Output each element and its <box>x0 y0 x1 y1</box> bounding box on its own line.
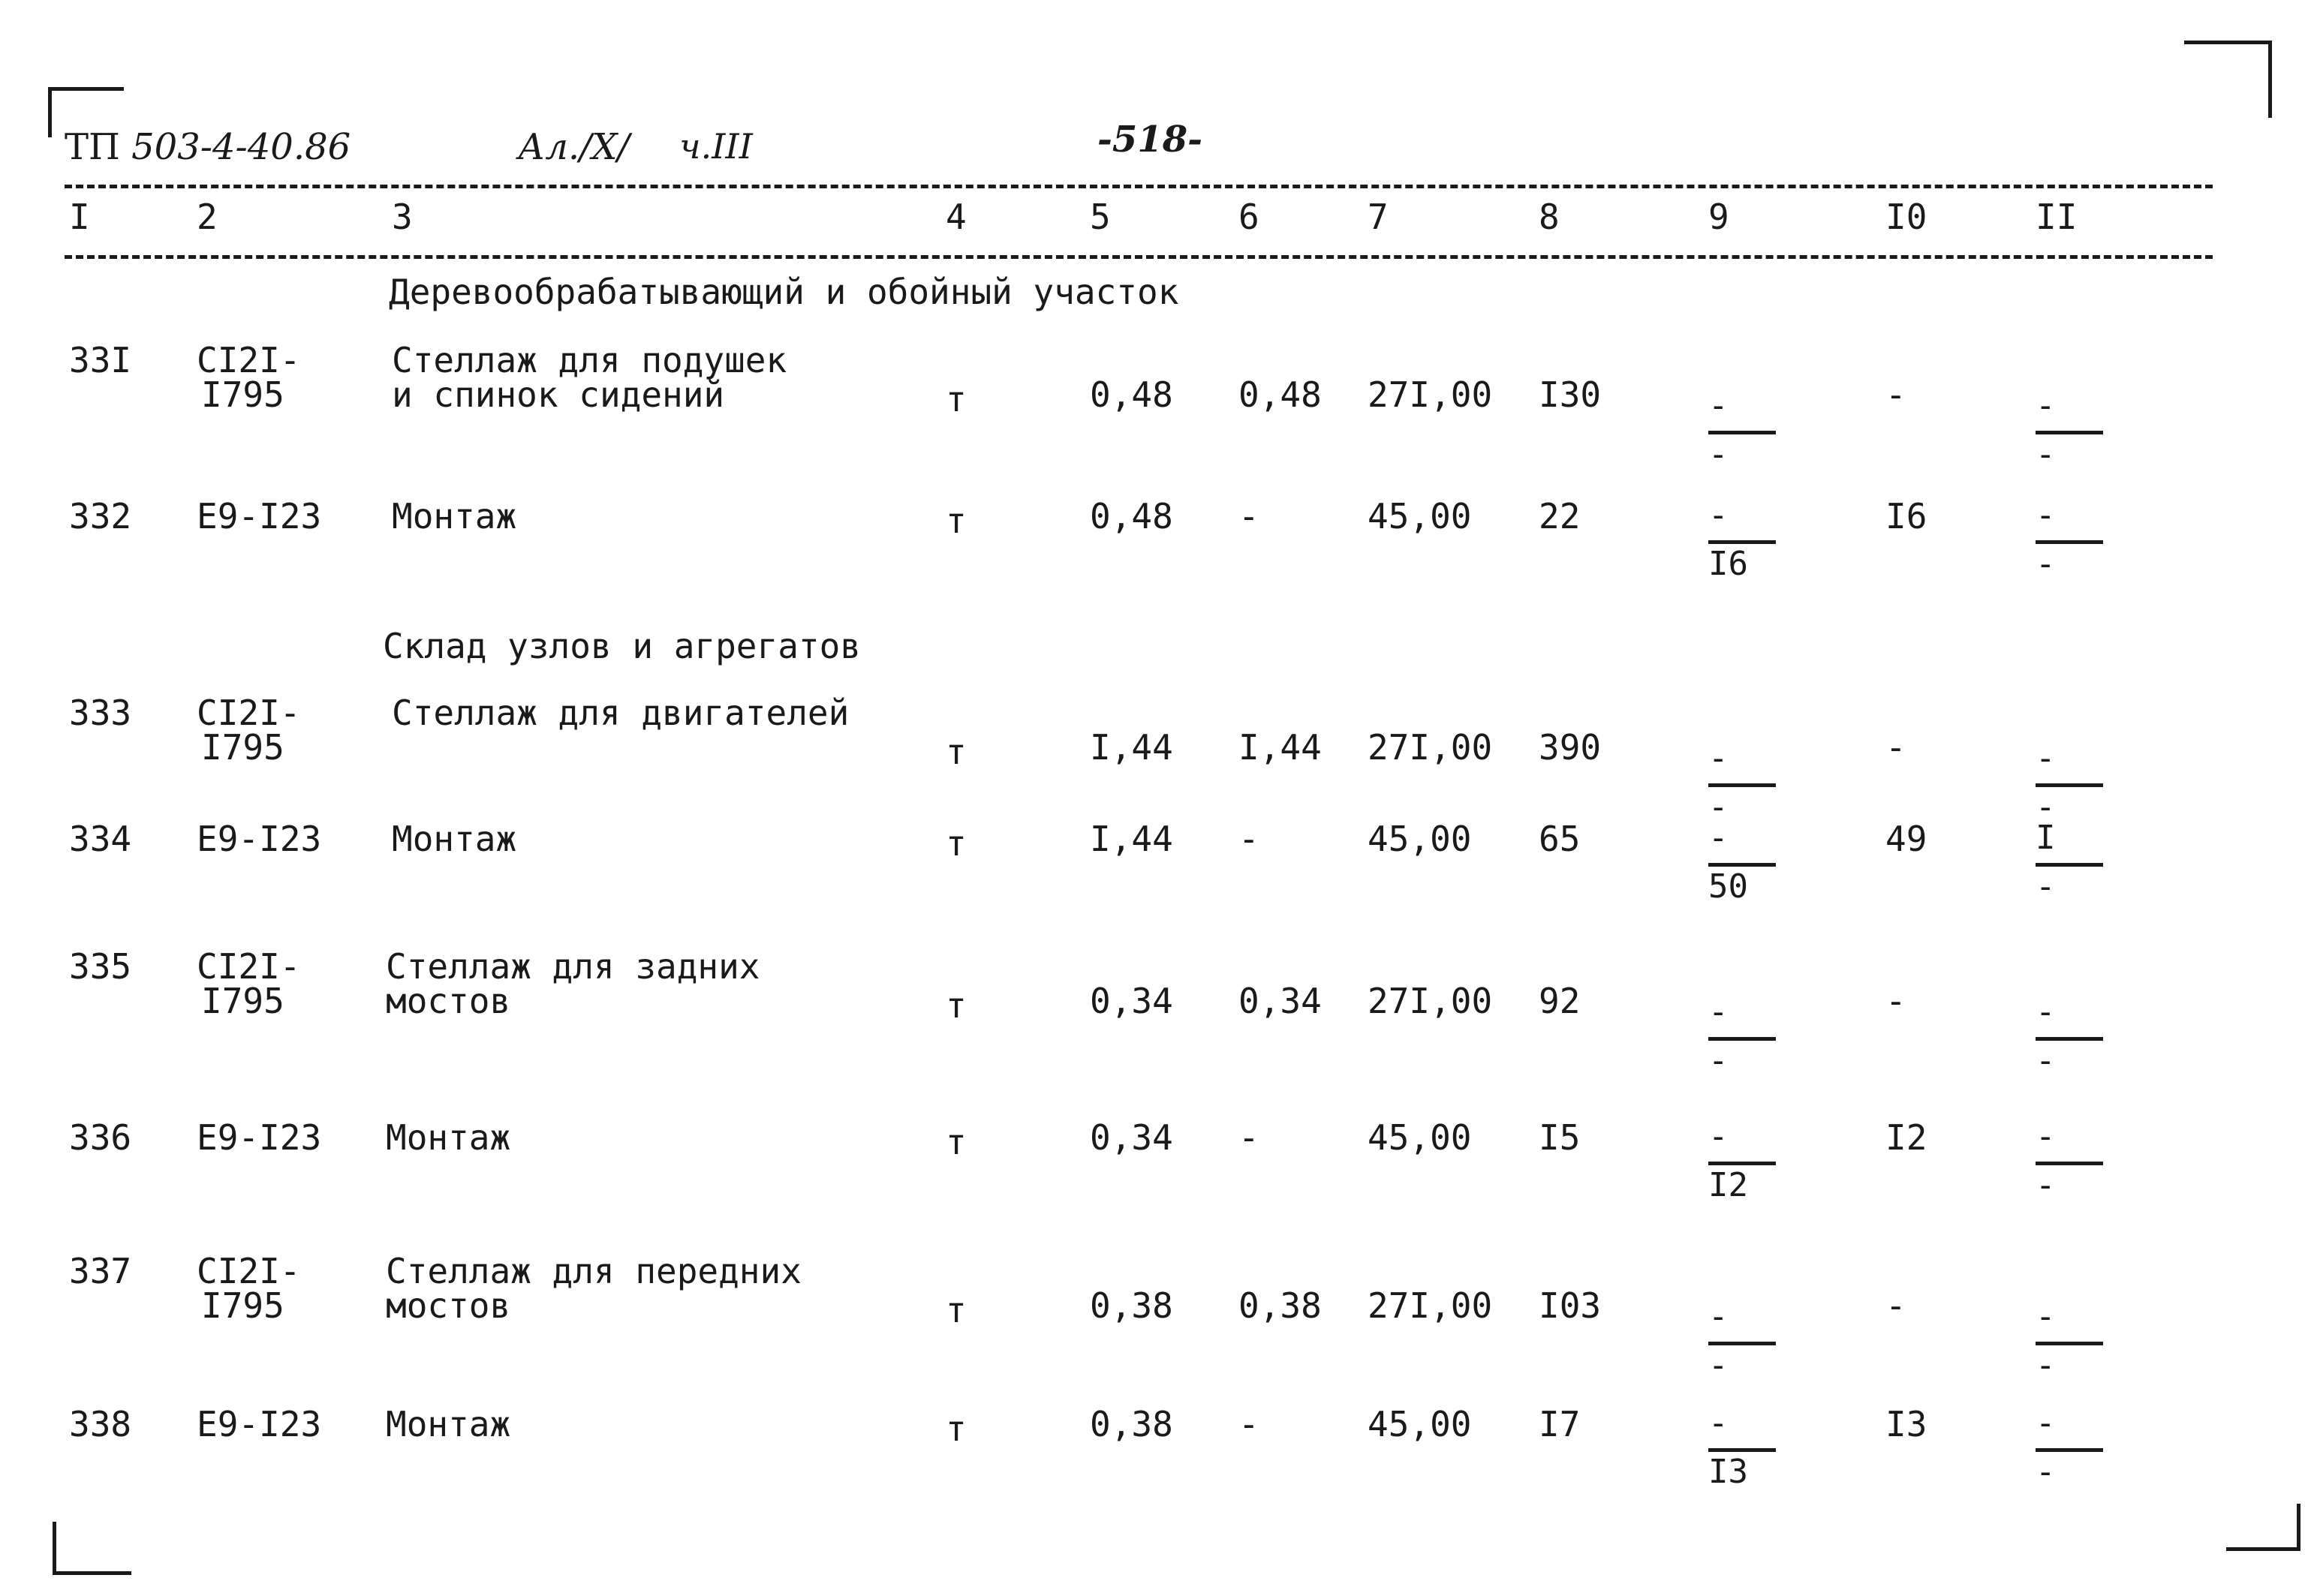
row-number: 338 <box>69 1404 132 1444</box>
fraction-bar <box>1708 1037 1776 1041</box>
fraction-numerator: - <box>1708 496 1729 534</box>
fraction-denominator: - <box>1708 788 1729 826</box>
fraction-denominator: I6 <box>1708 545 1748 583</box>
machine-fraction <box>2036 1297 2103 1384</box>
price-code: CI2I- <box>197 1251 301 1291</box>
fraction-bar <box>2036 1342 2103 1345</box>
unit-of-measure: т <box>946 985 967 1026</box>
quantity-value: 0,34 <box>1090 981 1173 1021</box>
quantity-value: 0,38 <box>1090 1285 1173 1326</box>
fraction-bar <box>1708 1162 1776 1165</box>
project-code <box>65 126 351 168</box>
fraction-denominator: - <box>2036 545 2056 583</box>
price-code: CI2I- <box>197 946 301 987</box>
total-cost-value: 22 <box>1539 496 1581 537</box>
price-code: I795 <box>201 727 284 768</box>
fraction-bar <box>2036 431 2103 434</box>
unit-of-measure: т <box>946 732 967 772</box>
fraction-denominator: - <box>2036 867 2056 906</box>
fraction-bar <box>1708 1448 1776 1452</box>
fraction-numerator: - <box>1708 819 1729 857</box>
wage-value: 49 <box>1885 819 1927 859</box>
unit-cost-value: 27I,00 <box>1368 374 1493 415</box>
fraction-bar <box>1708 1342 1776 1345</box>
section-title-woodshop: Деревообрабатывающий и обойный участок <box>389 272 1179 312</box>
price-code: I795 <box>201 981 284 1021</box>
price-code: E9-I23 <box>197 819 322 859</box>
unit-of-measure: т <box>946 1290 967 1330</box>
total-cost-value: I5 <box>1539 1117 1581 1158</box>
mass-value: 0,48 <box>1238 374 1322 415</box>
album-label: Ал./Х/ <box>518 126 630 168</box>
labor-fraction <box>1708 1117 1776 1204</box>
fraction-denominator: - <box>1708 1041 1729 1080</box>
project-number: 503-4-40.86 <box>131 126 351 168</box>
fraction-numerator: - <box>1708 1297 1729 1336</box>
unit-of-measure: т <box>946 1408 967 1449</box>
row-number: 332 <box>69 496 132 537</box>
unit-cost-value: 27I,00 <box>1368 727 1493 768</box>
mass-value: - <box>1238 496 1259 537</box>
unit-of-measure: т <box>946 379 967 419</box>
fraction-bar <box>1708 863 1776 867</box>
quantity-value: 0,34 <box>1090 1117 1173 1158</box>
item-description: мостов <box>386 1285 511 1326</box>
item-description: Монтаж <box>392 496 517 537</box>
wage-value: - <box>1885 374 1906 415</box>
machine-fraction <box>2036 1406 2103 1489</box>
price-code: I795 <box>201 374 284 415</box>
part-label: ч.III <box>679 126 753 167</box>
fraction-denominator: - <box>2036 788 2056 826</box>
unit-cost-value: 27I,00 <box>1368 981 1493 1021</box>
fraction-numerator: - <box>2036 1404 2056 1442</box>
labor-fraction <box>1708 995 1776 1078</box>
total-cost-value: 92 <box>1539 981 1581 1021</box>
quantity-value: 0,48 <box>1090 374 1173 415</box>
quantity-value: 0,48 <box>1090 496 1173 537</box>
fraction-numerator: - <box>1708 1404 1729 1442</box>
labor-fraction <box>1708 741 1776 825</box>
column-number: 8 <box>1539 197 1560 237</box>
fraction-bar <box>1708 783 1776 787</box>
fraction-bar <box>2036 783 2103 787</box>
item-description: Монтаж <box>392 819 517 859</box>
row-number: 334 <box>69 819 132 859</box>
unit-cost-value: 45,00 <box>1368 1117 1472 1158</box>
total-cost-value: I03 <box>1539 1285 1602 1326</box>
mass-value: 0,38 <box>1238 1285 1322 1326</box>
fraction-bar <box>2036 1448 2103 1452</box>
machine-fraction <box>2036 741 2103 825</box>
price-code: E9-I23 <box>197 1117 322 1158</box>
mass-value: 0,34 <box>1238 981 1322 1021</box>
fraction-bar <box>2036 540 2103 544</box>
fraction-denominator: - <box>2036 435 2056 473</box>
project-prefix: ТП <box>65 126 120 168</box>
wage-value: - <box>1885 1285 1906 1326</box>
labor-fraction <box>1708 1297 1776 1384</box>
corner-mark-bottom-left <box>53 1522 131 1575</box>
item-description: Монтаж <box>386 1404 511 1444</box>
unit-of-measure: т <box>946 1122 967 1162</box>
price-code: E9-I23 <box>197 1404 322 1444</box>
column-number: 9 <box>1708 197 1729 237</box>
item-description: мостов <box>386 981 511 1021</box>
row-number: 33I <box>69 340 132 380</box>
wage-value: I6 <box>1885 496 1927 537</box>
unit-cost-value: 45,00 <box>1368 1404 1472 1444</box>
fraction-denominator: I3 <box>1708 1453 1748 1491</box>
labor-fraction <box>1708 821 1776 904</box>
unit-cost-value: 45,00 <box>1368 496 1472 537</box>
total-cost-value: 390 <box>1539 727 1602 768</box>
wage-value: I2 <box>1885 1117 1927 1158</box>
machine-fraction <box>2036 995 2103 1078</box>
unit-cost-value: 45,00 <box>1368 819 1472 859</box>
quantity-value: I,44 <box>1090 727 1173 768</box>
item-description: Стеллаж для подушек <box>392 340 787 380</box>
fraction-denominator: - <box>2036 1041 2056 1080</box>
mass-value: I,44 <box>1238 727 1322 768</box>
fraction-denominator: - <box>1708 435 1729 473</box>
item-description: и спинок сидений <box>392 374 725 415</box>
fraction-numerator: - <box>2036 386 2056 425</box>
fraction-bar <box>2036 1037 2103 1041</box>
header-divider-top <box>65 185 2213 188</box>
fraction-numerator: - <box>2036 1117 2056 1156</box>
unit-of-measure: т <box>946 823 967 864</box>
column-number: 5 <box>1090 197 1111 237</box>
fraction-bar <box>1708 540 1776 544</box>
fraction-denominator: I2 <box>1708 1166 1748 1204</box>
fraction-denominator: - <box>1708 1346 1729 1384</box>
column-number: 6 <box>1238 197 1259 237</box>
quantity-value: I,44 <box>1090 819 1173 859</box>
total-cost-value: I7 <box>1539 1404 1581 1444</box>
machine-fraction <box>2036 1117 2103 1204</box>
labor-fraction <box>1708 1406 1776 1489</box>
fraction-numerator: - <box>2036 739 2056 777</box>
fraction-numerator: - <box>1708 1117 1729 1156</box>
header-divider-bottom <box>65 255 2213 259</box>
corner-mark-bottom-right <box>2226 1504 2300 1551</box>
quantity-value: 0,38 <box>1090 1404 1173 1444</box>
total-cost-value: I30 <box>1539 374 1602 415</box>
price-code: CI2I- <box>197 340 301 380</box>
fraction-numerator: - <box>1708 739 1729 777</box>
unit-of-measure: т <box>946 500 967 541</box>
fraction-numerator: I <box>2036 819 2056 857</box>
row-number: 337 <box>69 1251 132 1291</box>
corner-mark-top-right <box>2184 41 2272 118</box>
row-number: 333 <box>69 693 132 733</box>
total-cost-value: 65 <box>1539 819 1581 859</box>
item-description: Стеллаж для задних <box>386 946 760 987</box>
section-title-warehouse: Склад узлов и агрегатов <box>383 626 861 666</box>
machine-fraction <box>2036 386 2103 473</box>
fraction-numerator: - <box>2036 496 2056 534</box>
fraction-numerator: - <box>2036 993 2056 1031</box>
fraction-bar <box>2036 1162 2103 1165</box>
fraction-denominator: 50 <box>1708 867 1748 906</box>
column-number: 4 <box>946 197 967 237</box>
labor-fraction <box>1708 386 1776 473</box>
page-number: -518- <box>1097 119 1203 161</box>
price-code: I795 <box>201 1285 284 1326</box>
mass-value: - <box>1238 819 1259 859</box>
machine-fraction <box>2036 821 2103 904</box>
unit-cost-value: 27I,00 <box>1368 1285 1493 1326</box>
mass-value: - <box>1238 1117 1259 1158</box>
wage-value: I3 <box>1885 1404 1927 1444</box>
fraction-numerator: - <box>1708 993 1729 1031</box>
fraction-numerator: - <box>1708 386 1729 425</box>
column-number: II <box>2036 197 2078 237</box>
column-number: I <box>69 197 90 237</box>
column-number: 7 <box>1368 197 1389 237</box>
fraction-denominator: - <box>2036 1166 2056 1204</box>
fraction-denominator: - <box>2036 1346 2056 1384</box>
item-description: Стеллаж для двигателей <box>392 693 850 733</box>
column-number: 3 <box>392 197 413 237</box>
mass-value: - <box>1238 1404 1259 1444</box>
row-number: 335 <box>69 946 132 987</box>
machine-fraction <box>2036 498 2103 582</box>
row-number: 336 <box>69 1117 132 1158</box>
column-number: 2 <box>197 197 218 237</box>
item-description: Стеллаж для передних <box>386 1251 802 1291</box>
wage-value: - <box>1885 727 1906 768</box>
price-code: CI2I- <box>197 693 301 733</box>
fraction-bar <box>2036 863 2103 867</box>
labor-fraction <box>1708 498 1776 582</box>
wage-value: - <box>1885 981 1906 1021</box>
price-code: E9-I23 <box>197 496 322 537</box>
fraction-denominator: - <box>2036 1453 2056 1491</box>
column-number: I0 <box>1885 197 1927 237</box>
fraction-bar <box>1708 431 1776 434</box>
item-description: Монтаж <box>386 1117 511 1158</box>
fraction-numerator: - <box>2036 1297 2056 1336</box>
